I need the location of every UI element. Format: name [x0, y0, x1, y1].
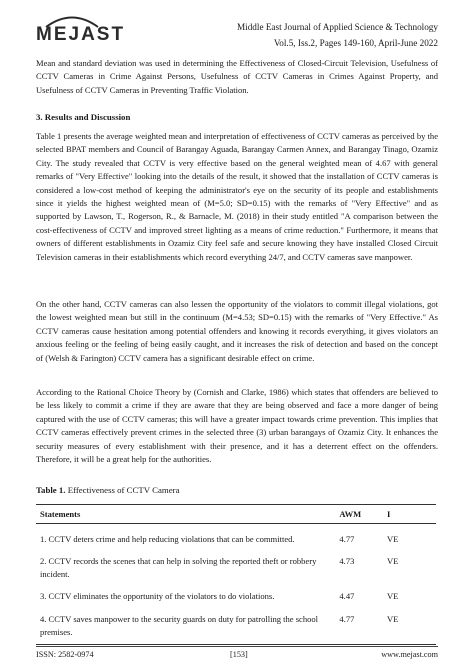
table-cell-statement: 2. CCTV records the scenes that can help in solving the reported theft or robbery incident.	[40, 556, 317, 579]
paragraph-2-text: On the other hand, CCTV cameras can also lessen the opportunity of the violators to commit illegal violations, got the lowest weighted mean but still in the continuum (M=4.53; SD=0.15) with the remarks of "Very Effective." As CCTV cameras cause hesitation among potential offenders and knowing it records everything, it gives violators an anxious feeling or the feeling of being easily caught, and it increases the risk of detection and based on the concept of (Welsh & Farington) CCTV camera has a significant desirable effect on crime.	[36, 299, 438, 363]
paragraph-3	[36, 386, 438, 466]
paragraph-3-text: According to the Rational Choice Theory by (Cornish and Clarke, 1986) which states that offenders are believed to be less likely to commit a crime if they are aware that they are being observed and face a more danger of being captured with the use of CCTV cameras; this will have a greater impact towards crime prevention. This implies that CCTV cameras effectively prevent crimes in the selected three (3) urban barangays of Ozamiz City. It enhances the security measures of every establishment with their presence, and it has a deterrent effect on the offenders. Therefore, it will be a great help for the authorities.	[36, 387, 438, 465]
table-cell-interpretation: VE	[386, 556, 399, 567]
journal-volume: Vol.5, Iss.2, Pages 149-160, April-June 2022	[273, 38, 438, 48]
table-cell-interpretation: VE	[386, 591, 399, 602]
table-cell-awm: 4.77	[339, 603, 379, 645]
table-cell-awm: 4.47	[339, 591, 355, 602]
table-cell-awm: 4.73	[339, 556, 355, 567]
paragraph-1-text: Table 1 presents the average weighted mean and interpretation of effectiveness of CCTV cameras as perceived by the selected BPAT members and Council of Barangay Aguada, Barangay Carmen Annex, and Barangay Tinago, Ozamiz City. The study revealed that CCTV is very effective based on the general weighted mean of 4.67 with general remarks of "Very Effective" looking into the details of the result, it showed that the installation of CCTV cameras is considered a low-cost method of keeping the administrator's eye on the security of its people and establishments since it yields the highest weighted mean of (M=5.0; SD=0.15) with the remarks of "Very Effective" and as supported by Lawson, T., Rogerson, R., & Barnacle, M. (2018) in their study entitled "A comparison between the cost-effectiveness of CCTV and improved street lighting as a means of crime reduction." Furthermore, it means that owners of different establishments in Ozamiz City feel safe and secure knowing they have installed Closed Circuit Television cameras in their establishments which record everything 24/7, and CCTV cameras save manpower.	[36, 131, 438, 262]
table-cell-statement: 3. CCTV eliminates the opportunity of the violators to do violations.	[40, 591, 275, 602]
table-row	[36, 523, 436, 545]
table-caption-label: Table 1.	[36, 485, 66, 495]
header-statements: Statements	[36, 505, 339, 524]
effectiveness-table	[36, 504, 436, 645]
table-cell-interpretation: VE	[386, 533, 399, 544]
journal-logo	[36, 14, 128, 50]
table-caption	[36, 485, 180, 495]
footer-divider	[36, 646, 438, 647]
header-awm: AWM	[339, 505, 379, 524]
table-cell-interpretation: VE	[379, 603, 436, 645]
logo-text: MEJAST	[36, 24, 126, 45]
table-cell-statement: 1. CCTV deters crime and help reducing violations that can be committed.	[40, 533, 295, 544]
table-header-row	[36, 505, 436, 524]
footer-page-number: [153]	[230, 650, 248, 659]
table-cell-statement: 4. CCTV saves manpower to the security guards on duty for patrolling the school premises.	[36, 603, 339, 645]
table-row	[36, 545, 436, 580]
paragraph-2	[36, 298, 438, 365]
table-row	[36, 580, 436, 603]
journal-title: Middle East Journal of Applied Science & Technology	[236, 22, 438, 32]
footer-issn: ISSN: 2582-0974	[36, 650, 94, 659]
table-caption-text: Effectiveness of CCTV Camera	[65, 485, 180, 495]
footer-website[interactable]: www.mejast.com	[381, 650, 438, 659]
table-row	[36, 603, 436, 645]
intro-paragraph	[36, 57, 438, 97]
paragraph-1	[36, 130, 438, 264]
intro-text: Mean and standard deviation was used in determining the Effectiveness of Closed-Circuit Television, Usefulness of CCTV Cameras in Crime Against Persons, Usefulness of CCTV Cameras in Crimes Against Property, and Usefulness of CCTV Cameras in Preventing Traffic Violation.	[36, 58, 438, 95]
section-heading: 3. Results and Discussion	[36, 112, 131, 122]
table-cell-awm: 4.77	[339, 533, 355, 544]
header-interpretation: I	[379, 505, 436, 524]
